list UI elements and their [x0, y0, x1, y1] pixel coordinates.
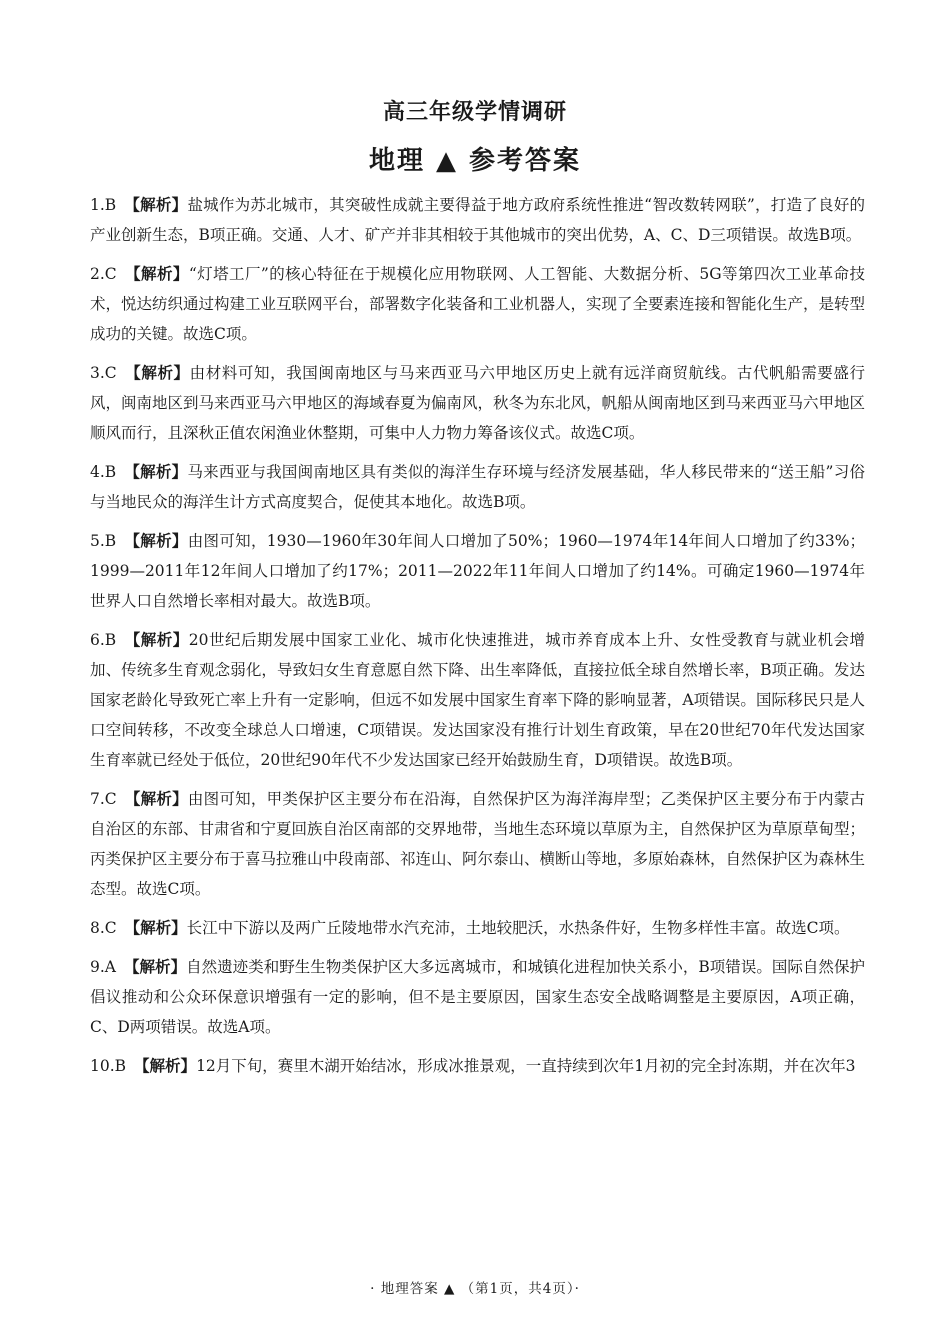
answer-text: 盐城作为苏北城市，其突破性成就主要得益于地方政府系统性推进“智改数转网联”，打造了良好的产业创新生态，B项正确。交通、人才、矿产并非其相较于其他城市的突出优势，A、C、D三项错误。故选B项。 — [90, 196, 865, 244]
answer-number: 2.C — [90, 265, 117, 283]
analysis-tag: 【解析】 — [134, 1056, 197, 1075]
analysis-tag: 【解析】 — [123, 957, 187, 976]
answer-text: 长江中下游以及两广丘陵地带水汽充沛，土地较肥沃，水热条件好，生物多样性丰富。故选C项。 — [186, 919, 850, 937]
answer-item — [90, 358, 865, 448]
answer-item — [90, 913, 865, 943]
answer-text: 由材料可知，我国闽南地区与马来西亚马六甲地区历史上就有远洋商贸航线。古代帆船需要盛行风，闽南地区到马来西亚马六甲地区的海域春夏为偏南风，秋冬为东北风，帆船从闽南地区到马来西亚马六甲地区顺风而行，且深秋正值农闲渔业休整期，可集中人力物力筹备该仪式。故选C项。 — [90, 364, 866, 442]
answer-text: “灯塔工厂”的核心特征在于规模化应用物联网、人工智能、大数据分析、5G等第四次工业革命技术，悦达纺织通过构建工业互联网平台，部署数字化装备和工业机器人，实现了全要素连接和智能化生产，是转型成功的关键。故选C项。 — [90, 265, 866, 343]
answer-number: 4.B — [90, 463, 117, 481]
answer-number: 8.C — [90, 919, 117, 937]
answer-number: 9.A — [90, 958, 116, 976]
answer-item — [90, 190, 865, 250]
analysis-tag: 【解析】 — [124, 531, 188, 550]
answer-number: 10.B — [90, 1057, 127, 1075]
answer-list — [90, 190, 865, 1090]
answer-text: 由图可知，1930—1960年30年间人口增加了50%；1960—1974年14年间人口增加了约33%；1999—2011年12年间人口增加了约17%；2011—2022年11年间人口增加了约14%。可确定1960—1974年世界人口自然增长率相对最大。故选B项。 — [90, 532, 865, 610]
answer-number: 6.B — [90, 631, 117, 649]
answer-text: 12月下旬，赛里木湖开始结冰，形成冰推景观，一直持续到次年1月初的完全封冻期，并在次年3 — [196, 1057, 856, 1075]
answer-number: 1.B — [90, 196, 117, 214]
answer-text: 20世纪后期发展中国家工业化、城市化快速推进，城市养育成本上升、女性受教育与就业机会增加、传统多生育观念弱化，导致妇女生育意愿自然下降、出生率降低，直接拉低全球自然增长率，B项正确。发达国家老龄化导致死亡率上升有一定影响，但远不如发展中国家生育率下降的影响显著，A项错误。国际移民只是人口空间转移，不改变全球总人口增速，C项错误。发达国家没有推行计划生育政策，早在20世纪70年代发达国家生育率就已经处于低位，20世纪90年代不少发达国家已经开始鼓励生育，D项错误。故选B项。 — [90, 631, 865, 769]
analysis-tag: 【解析】 — [124, 789, 188, 808]
answer-item — [90, 526, 865, 616]
analysis-tag: 【解析】 — [124, 264, 189, 283]
answer-number: 5.B — [90, 532, 117, 550]
answer-text: 自然遗迹类和野生生物类保护区大多远离城市，和城镇化进程加快关系小，B项错误。国际自然保护倡议推动和公众环保意识增强有一定的影响，但不是主要原因，国家生态安全战略调整是主要原因，A项正确，C、D两项错误。故选A项。 — [90, 958, 865, 1036]
page-title: 地理 ▲ 参考答案 — [368, 146, 582, 176]
analysis-tag: 【解析】 — [124, 363, 190, 382]
answer-number: 3.C — [90, 364, 117, 382]
answer-item — [90, 784, 865, 904]
analysis-tag: 【解析】 — [124, 630, 189, 649]
analysis-tag: 【解析】 — [124, 195, 188, 214]
answer-text: 由图可知，甲类保护区主要分布在沿海，自然保护区为海洋海岸型；乙类保护区主要分布于内蒙古自治区的东部、甘肃省和宁夏回族自治区南部的交界地带，当地生态环境以草原为主，自然保护区为草原草甸型；丙类保护区主要分布于喜马拉雅山中段南部、祁连山、阿尔泰山、横断山等地，多原始森林，自然保护区为森林生态型。故选C项。 — [90, 790, 866, 898]
analysis-tag: 【解析】 — [124, 462, 188, 481]
answer-item — [90, 457, 865, 517]
answer-item — [90, 625, 865, 775]
answer-item — [90, 259, 865, 349]
page-footer: · 地理答案 ▲ （第1页，共4页）· — [370, 1281, 580, 1297]
answer-number: 7.C — [90, 790, 117, 808]
analysis-tag: 【解析】 — [124, 918, 187, 937]
answer-item — [90, 952, 865, 1042]
answer-item — [90, 1051, 865, 1081]
exam-title: 高三年级学情调研 — [382, 99, 567, 125]
answer-text: 马来西亚与我国闽南地区具有类似的海洋生存环境与经济发展基础，华人移民带来的“送王船”习俗与当地民众的海洋生计方式高度契合，促使其本地化。故选B项。 — [90, 463, 865, 511]
